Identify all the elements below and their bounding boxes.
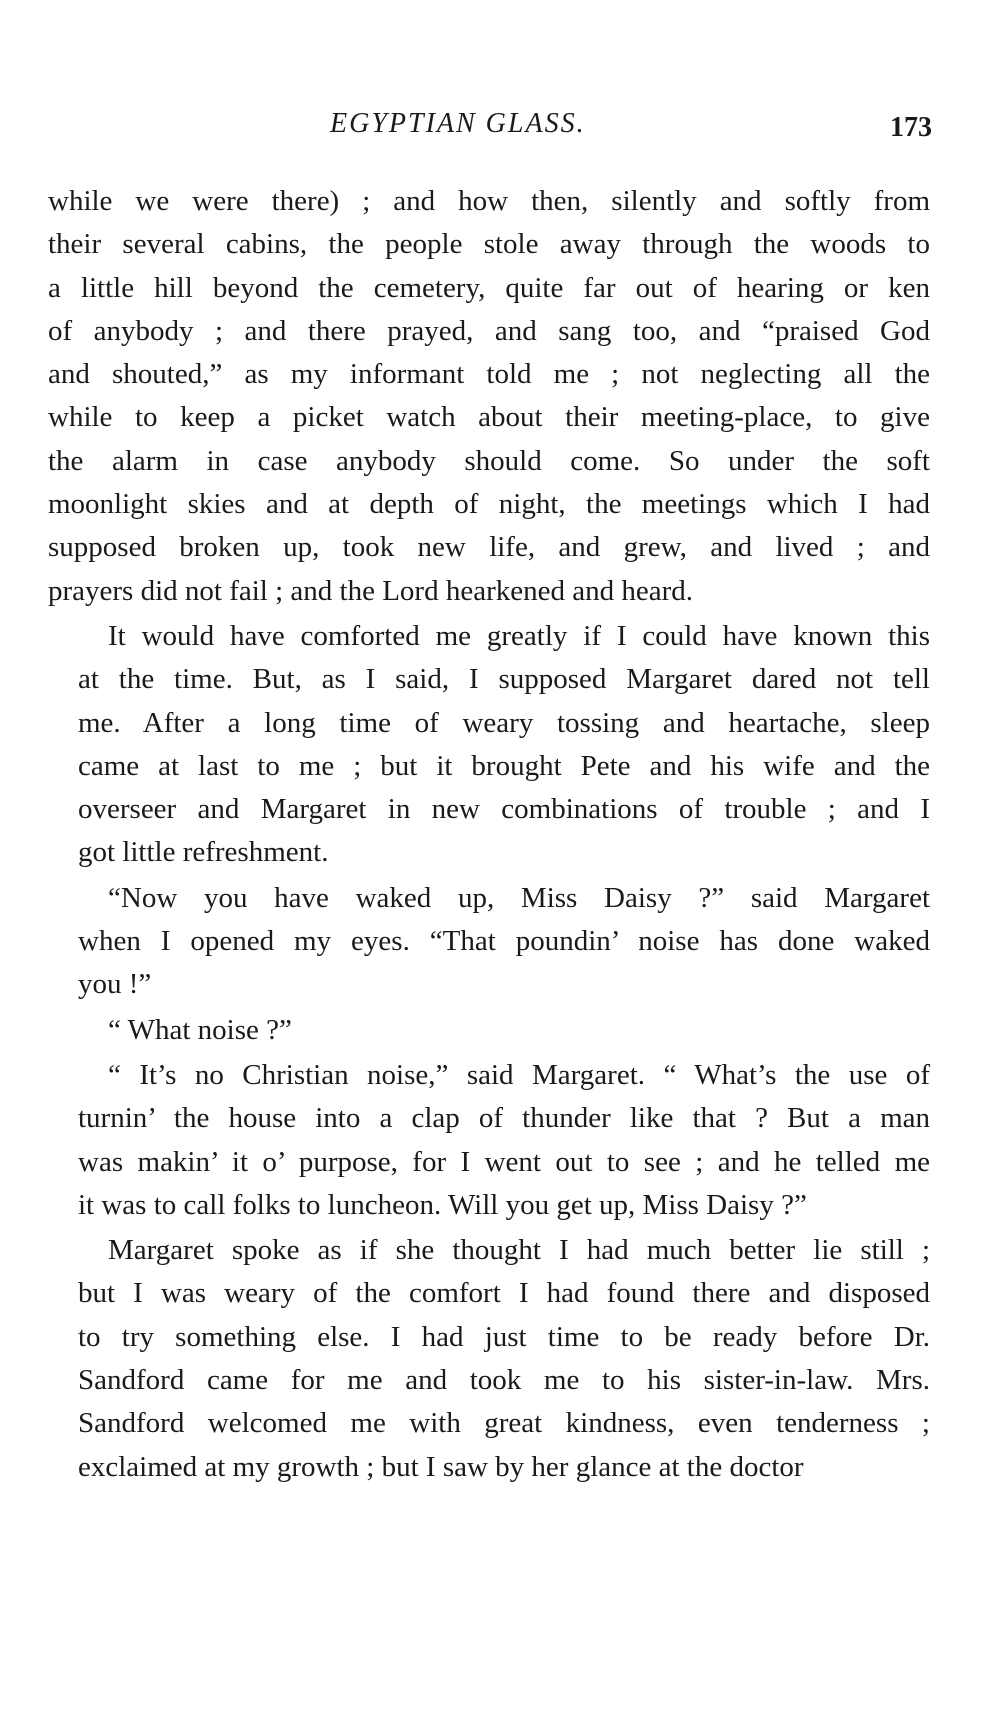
text-line: Sandford came for me and took me to his sister-in-law. Mrs. <box>78 1364 930 1397</box>
text-line: got little refreshment. <box>78 836 329 869</box>
text-line: of anybody ; and there prayed, and sang too, and “praised God <box>48 314 930 347</box>
paragraph <box>48 1054 930 1227</box>
paragraph <box>48 1229 930 1489</box>
running-header <box>0 108 1000 148</box>
text-line: me. After a long time of weary tossing and heartache, sleep <box>78 706 930 739</box>
text-line: it was to call folks to luncheon. Will you get up, Miss Daisy ?” <box>78 1188 807 1221</box>
text-line: but I was weary of the comfort I had found there and disposed <box>78 1277 930 1310</box>
running-title: EGYPTIAN GLASS. <box>330 108 586 139</box>
text-line: It would have comforted me greatly if I could have known this <box>108 619 930 652</box>
text-line: Margaret spoke as if she thought I had much better lie still ; <box>108 1234 930 1267</box>
text-line: and shouted,” as my informant told me ; not neglecting all the <box>48 358 930 391</box>
text-line: “Now you have waked up, Miss Daisy ?” said Margaret <box>108 881 930 914</box>
text-line: exclaimed at my growth ; but I saw by her glance at the doctor <box>78 1450 804 1483</box>
text-line: turnin’ the house into a clap of thunder like that ? But a man <box>78 1102 930 1135</box>
text-line: while we were there) ; and how then, silently and softly from <box>48 185 930 217</box>
text-line: Sandford welcomed me with great kindness, even tenderness ; <box>78 1407 930 1440</box>
text-line: their several cabins, the people stole away through the woods to <box>48 228 930 261</box>
text-line: supposed broken up, took new life, and grew, and lived ; and <box>48 531 930 564</box>
text-line: came at last to me ; but it brought Pete and his wife and the <box>78 749 930 782</box>
paragraph <box>48 1009 930 1052</box>
text-line: prayers did not fail ; and the Lord hearkened and heard. <box>48 574 693 607</box>
text-line: when I opened my eyes. “That poundin’ noise has done waked <box>78 925 930 958</box>
page-number: 173 <box>890 112 932 143</box>
text-line: “ What noise ?” <box>108 1013 292 1046</box>
text-line: at the time. But, as I said, I supposed Margaret dared not tell <box>78 663 930 696</box>
text-line: to try something else. I had just time to be ready before Dr. <box>78 1320 930 1353</box>
paragraph <box>48 180 930 613</box>
text-line: while to keep a picket watch about their meeting-place, to give <box>48 401 930 434</box>
body-text <box>48 180 930 1491</box>
text-line: moonlight skies and at depth of night, the meetings which I had <box>48 488 930 521</box>
text-line: a little hill beyond the cemetery, quite far out of hearing or ken <box>48 271 930 304</box>
text-line: the alarm in case anybody should come. So under the soft <box>48 444 930 477</box>
text-line: you !” <box>78 968 152 1001</box>
text-line: was makin’ it o’ purpose, for I went out to see ; and he telled me <box>78 1145 930 1178</box>
paragraph <box>48 615 930 875</box>
text-line: “ It’s no Christian noise,” said Margaret. “ What’s the use of <box>108 1058 930 1091</box>
text-line: overseer and Margaret in new combinations of trouble ; and I <box>78 793 930 826</box>
paragraph <box>48 877 930 1007</box>
